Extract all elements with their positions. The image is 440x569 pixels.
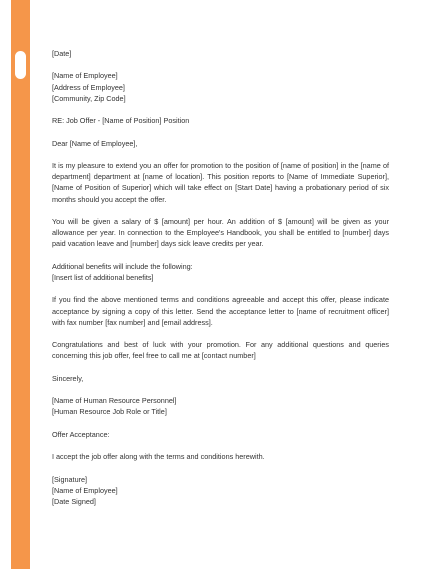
sender-name: [Name of Human Resource Personnel] <box>52 396 177 406</box>
closing: Sincerely, <box>52 373 84 383</box>
paragraph-salary: You will be given a salary of $ [amount] per hour. An addition of $ [amount] will be given as your allowance per year. In connection to the Employee's Handbook, you shall be entitled to [number] days paid vacation leave and [number] days sick leave credits per year. <box>52 216 389 249</box>
acceptance-text: I accept the job offer along with the terms and conditions herewith. <box>52 452 265 462</box>
recipient-city: [Community, Zip Code] <box>52 93 126 103</box>
letter-body <box>52 48 389 507</box>
paragraph-acceptance-instructions: If you find the above mentioned terms and conditions agreeable and accept this offer, please indicate acceptance by signing a copy of this letter. Send the acceptance letter to [name of recruitment officer] with fax number [fax number] and [email address]. <box>52 295 389 327</box>
benefits-list: [Insert list of additional benefits] <box>52 272 154 282</box>
signature-name: [Name of Employee] <box>52 485 118 495</box>
sender-role: [Human Resource Job Role or Title] <box>52 407 167 417</box>
paragraph-offer: It is my pleasure to extend you an offer for promotion to the position of [name of position] in the [name of department] department at [name of location]. This position reports to [Name of Immediate Superior], [Name of Position of Superior] which will take effect on [Start Date] having a probationary period of six months should you accept the offer. <box>52 160 389 204</box>
benefits-intro: Additional benefits will include the following: <box>52 261 193 271</box>
binder-hole <box>15 51 26 79</box>
orange-side-bar <box>11 0 30 569</box>
signature-field: [Signature] <box>52 474 88 484</box>
subject-line: RE: Job Offer - [Name of Position] Position <box>52 116 190 126</box>
recipient-block <box>52 70 389 104</box>
date-signed: [Date Signed] <box>52 496 96 506</box>
letter-date: [Date] <box>52 49 72 58</box>
salutation: Dear [Name of Employee], <box>52 138 138 148</box>
recipient-name: [Name of Employee] <box>52 71 118 81</box>
recipient-address: [Address of Employee] <box>52 82 125 92</box>
acceptance-heading: Offer Acceptance: <box>52 429 110 439</box>
paragraph-congratulations: Congratulations and best of luck with your promotion. For any additional questions and queries concerning this job offer, feel free to call me at [contact number] <box>52 340 389 361</box>
